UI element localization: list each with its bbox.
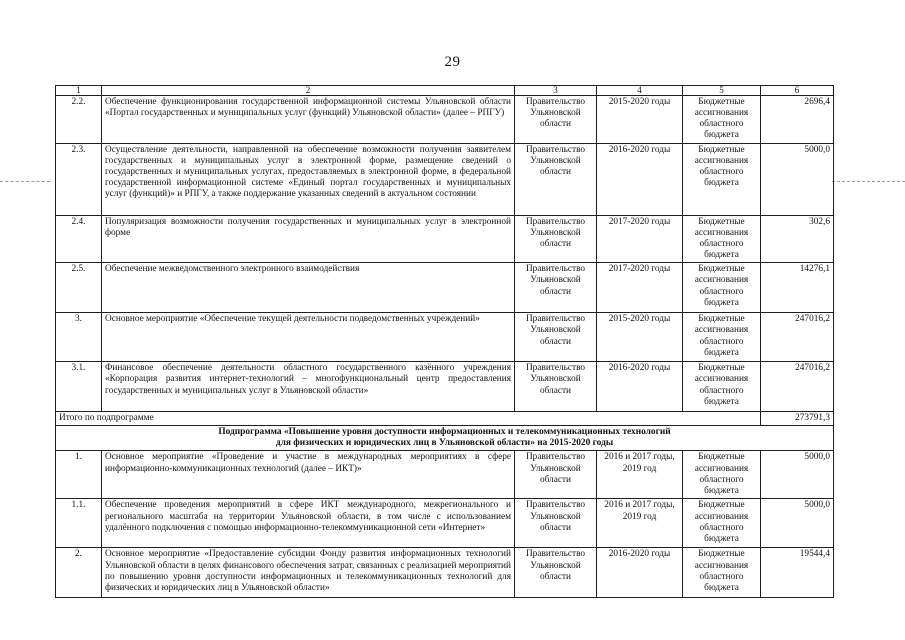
item-number: 3.1. — [56, 362, 102, 412]
period-cell: 2015-2020 годы — [597, 96, 683, 144]
funding-source-line: ассигнования — [694, 560, 749, 571]
funding-source-line: областного — [699, 119, 744, 130]
total-label: Итого по подпрограмме — [56, 412, 761, 426]
funding-source-line: ассигнования — [694, 463, 749, 474]
funding-source-cell — [683, 313, 761, 362]
funding-source-line: ассигнования — [694, 374, 749, 385]
period-cell: 2016-2020 годы — [597, 548, 683, 598]
executor-line: Ульяновской — [530, 156, 581, 167]
period-cell: 2017-2020 годы — [597, 216, 683, 263]
scan-dashed-line-left — [0, 181, 50, 182]
table-row — [56, 362, 834, 412]
executor-line: области — [539, 286, 572, 297]
executor-line: области — [539, 167, 572, 178]
executor-line: Правительство — [525, 145, 586, 155]
amount-cell: 2696,4 — [761, 96, 834, 144]
funding-source-line: областного — [699, 474, 744, 485]
subprogram-title-line: для физических и юридических лиц в Ульяновской области» на 2015-2020 годы — [275, 438, 614, 449]
column-header: 5 — [683, 86, 761, 96]
subprogram-total-row — [56, 412, 834, 426]
item-description: Обеспечение проведения мероприятий в сфере ИКТ международного, межрегионального и регионального масштаба на территории Ульяновской области, в том числе с использованием удалённого подключения с помощью информационно-телекоммуникационной сети «Интернет» — [102, 499, 515, 548]
item-number: 3. — [56, 313, 102, 362]
funding-source-cell — [683, 263, 761, 313]
funding-source-line: ассигнования — [694, 325, 749, 336]
executor-cell — [515, 144, 597, 216]
funding-source-line: областного — [699, 167, 744, 178]
table-row — [56, 548, 834, 598]
item-number: 1. — [56, 451, 102, 499]
period-cell: 2015-2020 годы — [597, 313, 683, 362]
executor-line: Правительство — [525, 314, 586, 325]
executor-line: Ульяновской — [530, 275, 581, 286]
executor-line: Ульяновской — [530, 463, 581, 474]
funding-source-line: ассигнования — [694, 108, 749, 119]
table-row — [56, 499, 834, 548]
executor-cell — [515, 313, 597, 362]
funding-source-line: бюджета — [704, 250, 739, 261]
executor-line: Правительство — [525, 363, 586, 374]
funding-source-line: областного — [699, 239, 744, 250]
column-header: 3 — [515, 86, 597, 96]
executor-line: Правительство — [525, 97, 586, 107]
funding-source-line: Бюджетные — [698, 314, 745, 325]
item-description: Основное мероприятие «Предоставление субсидии Фонду развития информационных технологий Ульяновской области в целях финансового обеспечения затрат, связанных с реализацией мероприятий по повышению уровня доступности информационных и телекоммуникационных технологий для физических и юридических лиц в Ульяновской области» — [102, 548, 515, 598]
executor-line: области — [539, 522, 572, 533]
scan-dashed-line-right — [832, 181, 905, 182]
amount-cell: 5000,0 — [761, 451, 834, 499]
table-row — [56, 451, 834, 499]
table-row — [56, 96, 834, 144]
funding-source-line: ассигнования — [694, 156, 749, 167]
funding-source-line: бюджета — [704, 582, 739, 593]
funding-source-line: ассигнования — [694, 275, 749, 286]
subprogram-title-line: Подпрограмма «Повышение уровня доступности информационных и телекоммуникационных технологий — [218, 427, 671, 438]
period-cell: 2016 и 2017 годы, 2019 год — [597, 451, 683, 499]
item-description: Основное мероприятие «Проведение и участие в международных мероприятиях в сфере информационно-коммуникационных технологий (далее – ИКТ)» — [102, 451, 515, 499]
amount-cell: 19544,4 — [761, 548, 834, 598]
funding-source-line: Бюджетные — [698, 500, 745, 511]
funding-source-line: областного — [699, 522, 744, 533]
funding-source-line: бюджета — [704, 178, 739, 189]
executor-cell — [515, 263, 597, 313]
funding-source-line: бюджета — [704, 347, 739, 358]
subprogram-title-row — [56, 426, 834, 451]
executor-line: Правительство — [525, 264, 586, 275]
funding-source-line: Бюджетные — [698, 264, 745, 275]
funding-source-line: бюджета — [704, 533, 739, 544]
funding-source-line: Бюджетные — [698, 145, 745, 155]
executor-line: области — [539, 474, 572, 485]
funding-source-line: бюджета — [704, 297, 739, 308]
executor-cell — [515, 362, 597, 412]
item-description: Обеспечение межведомственного электронного взаимодействия — [102, 263, 515, 313]
table-row — [56, 144, 834, 216]
item-number: 2.2. — [56, 96, 102, 144]
total-amount: 273791,3 — [761, 412, 834, 426]
funding-source-line: бюджета — [704, 130, 739, 141]
funding-source-line: бюджета — [704, 396, 739, 407]
period-cell: 2017-2020 годы — [597, 263, 683, 313]
executor-line: Правительство — [525, 452, 586, 463]
executor-cell — [515, 216, 597, 263]
executor-line: Ульяновской — [530, 560, 581, 571]
column-header: 1 — [56, 86, 102, 96]
executor-line: Правительство — [525, 500, 586, 511]
item-description: Обеспечение функционирования государственной информационной системы Ульяновской области «Портал государственных и муниципальных услуг (функций) Ульяновской области» (далее – РПГУ) — [102, 96, 515, 144]
amount-cell: 247016,2 — [761, 313, 834, 362]
item-number: 1.1. — [56, 499, 102, 548]
amount-cell: 14276,1 — [761, 263, 834, 313]
funding-source-line: Бюджетные — [698, 452, 745, 463]
funding-source-cell — [683, 548, 761, 598]
executor-line: Ульяновской — [530, 511, 581, 522]
executor-cell — [515, 96, 597, 144]
executor-line: области — [539, 119, 572, 130]
executor-line: области — [539, 385, 572, 396]
item-description: Популяризация возможности получения государственных и муниципальных услуг в электронной форме — [102, 216, 515, 263]
executor-cell — [515, 451, 597, 499]
funding-source-cell — [683, 362, 761, 412]
executor-line: Правительство — [525, 217, 586, 227]
funding-source-line: областного — [699, 385, 744, 396]
table-row — [56, 313, 834, 362]
subprogram-title — [56, 426, 834, 451]
executor-line: Ульяновской — [530, 228, 581, 239]
executor-line: Ульяновской — [530, 325, 581, 336]
amount-cell: 5000,0 — [761, 144, 834, 216]
item-number: 2.4. — [56, 216, 102, 263]
column-header: 6 — [761, 86, 834, 96]
executor-line: Ульяновской — [530, 374, 581, 385]
funding-source-cell — [683, 451, 761, 499]
funding-source-line: областного — [699, 336, 744, 347]
column-header: 2 — [102, 86, 515, 96]
amount-cell: 247016,2 — [761, 362, 834, 412]
executor-line: области — [539, 336, 572, 347]
item-number: 2.5. — [56, 263, 102, 313]
funding-source-line: бюджета — [704, 485, 739, 496]
program-table — [55, 85, 834, 598]
item-description: Финансовое обеспечение деятельности областного государственного казённого учреждения «Корпорация развития интернет-технологий – многофункциональный центр предоставления государственных и муниципальных услуг в Ульяновской области» — [102, 362, 515, 412]
item-description: Основное мероприятие «Обеспечение текущей деятельности подведомственных учреждений» — [102, 313, 515, 362]
period-cell: 2016-2020 годы — [597, 144, 683, 216]
funding-source-cell — [683, 216, 761, 263]
column-header: 4 — [597, 86, 683, 96]
table-row — [56, 216, 834, 263]
funding-source-line: областного — [699, 571, 744, 582]
executor-cell — [515, 499, 597, 548]
funding-source-line: Бюджетные — [698, 549, 745, 560]
executor-line: Правительство — [525, 549, 586, 560]
page-number: 29 — [444, 54, 461, 70]
funding-source-cell — [683, 144, 761, 216]
period-cell: 2016 и 2017 годы, 2019 год — [597, 499, 683, 548]
funding-source-line: Бюджетные — [698, 217, 745, 227]
funding-source-line: ассигнования — [694, 511, 749, 522]
table-row — [56, 263, 834, 313]
amount-cell: 5000,0 — [761, 499, 834, 548]
funding-source-cell — [683, 96, 761, 144]
executor-line: области — [539, 571, 572, 582]
amount-cell: 302,6 — [761, 216, 834, 263]
funding-source-line: Бюджетные — [698, 363, 745, 374]
column-number-row — [56, 86, 834, 96]
item-number: 2. — [56, 548, 102, 598]
item-number: 2.3. — [56, 144, 102, 216]
executor-cell — [515, 548, 597, 598]
funding-source-cell — [683, 499, 761, 548]
item-description: Осуществление деятельности, направленной на обеспечение возможности получения заявителем государственных и муниципальных услуг в электронной форме, размещение сведений о государственных и муниципальных услугах, предоставляемых в электронной форме, в федеральной государственной информационной системе «Единый портал государственных и муниципальных услуг (функций)» и РПГУ, а также поддержание указанных сведений в актуальном состоянии — [102, 144, 515, 216]
funding-source-line: ассигнования — [694, 228, 749, 239]
funding-source-line: Бюджетные — [698, 97, 745, 107]
executor-line: области — [539, 239, 572, 250]
executor-line: Ульяновской — [530, 108, 581, 119]
period-cell: 2016-2020 годы — [597, 362, 683, 412]
funding-source-line: областного — [699, 286, 744, 297]
